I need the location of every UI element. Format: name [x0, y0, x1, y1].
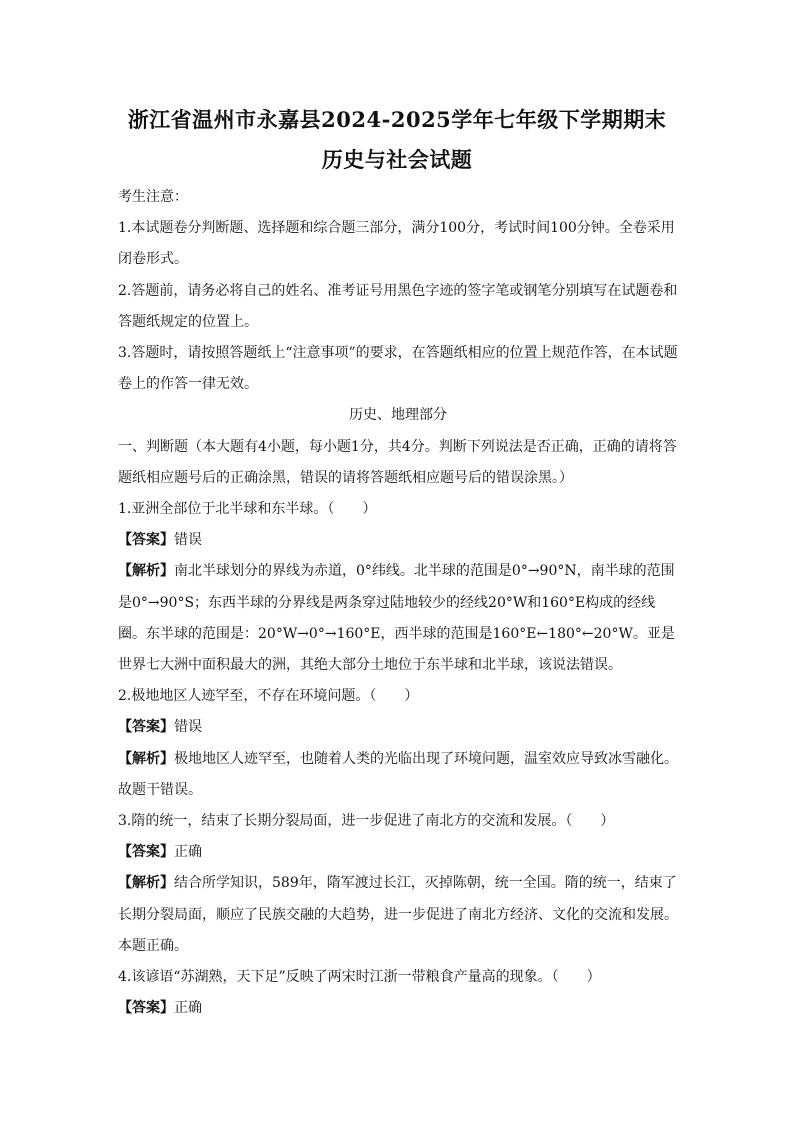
answer-value: 正确	[174, 844, 202, 861]
notice-item: 2.答题前，请务必将自己的姓名、准考证号用黑色字迹的签字笔或钢笔分别填写在试题卷和答题纸规定的位置上。	[118, 282, 678, 330]
answer-line	[118, 712, 678, 743]
analysis-line	[118, 556, 678, 681]
analysis-text: 结合所学知识，589年，隋军渡过长江，灭掉陈朝，统一全国。隋的统一，结束了长期分裂局面，顺应了民族交融的大趋势，进一步促进了南北方经济、文化的交流和发展。本题正确。	[118, 875, 678, 954]
part-heading: 一、判断题（本大题有4小题，每小题1分，共4分。判断下列说法是否正确，正确的请将答题纸相应题号后的正确涂黑，错误的请将答题纸相应题号后的错误涂黑。）	[118, 438, 677, 486]
notice-item: 1.本试题卷分判断题、选择题和综合题三部分，满分100分，考试时间100分钟。全卷采用闭卷形式。	[118, 220, 675, 268]
answer-value: 正确	[174, 1000, 202, 1017]
question-stem: 4.该谚语“苏湖熟，天下足”反映了两宋时江浙一带粮食产量高的现象。（ ）	[118, 969, 601, 986]
answer-line	[118, 993, 678, 1024]
answer-label: 【答案】	[118, 844, 174, 861]
answer-line	[118, 525, 678, 556]
notice-heading: 考生注意：	[118, 189, 188, 205]
exam-title: 浙江省温州市永嘉县2024-2025学年七年级下学期期末	[127, 107, 667, 132]
analysis-label: 【解析】	[118, 563, 174, 580]
answer-value: 错误	[174, 719, 202, 736]
section-title: 历史、地理部分	[349, 407, 447, 424]
answer-label: 【答案】	[118, 532, 174, 549]
answer-line	[118, 837, 678, 868]
question-stem: 3.隋的统一，结束了长期分裂局面，进一步促进了南北方的交流和发展。（ ）	[118, 813, 615, 830]
answer-label: 【答案】	[118, 719, 174, 736]
analysis-line	[118, 744, 678, 806]
exam-content	[118, 182, 678, 1024]
question-stem: 1.亚洲全部位于北半球和东半球。（ ）	[118, 501, 377, 518]
notice-item: 3.答题时，请按照答题纸上“注意事项”的要求，在答题纸相应的位置上规范作答，在本试题卷上的作答一律无效。	[118, 345, 678, 393]
analysis-text: 南北半球划分的界线为赤道，0°纬线。北半球的范围是0°→90°N，南半球的范围是0°→90°S；东西半球的分界线是两条穿过陆地较少的经线20°W和160°E构成的经线圈。东半球的范围是：20°W→0°→160°E，西半球的范围是160°E←180°←20°W。亚是世界七大洲中面积最大的洲，其绝大部分土地位于东半球和北半球，该说法错误。	[118, 563, 675, 674]
exam-subtitle: 历史与社会试题	[321, 147, 473, 172]
answer-label: 【答案】	[118, 1000, 174, 1017]
answer-value: 错误	[174, 532, 202, 549]
analysis-label: 【解析】	[118, 875, 174, 892]
question-stem: 2.极地地区人迹罕至，不存在环境问题。（ ）	[118, 688, 419, 705]
analysis-label: 【解析】	[118, 750, 174, 767]
analysis-line	[118, 868, 678, 962]
analysis-text: 极地地区人迹罕至，也随着人类的光临出现了环境问题，温室效应导致冰雪融化。故题干错误。	[118, 750, 678, 798]
